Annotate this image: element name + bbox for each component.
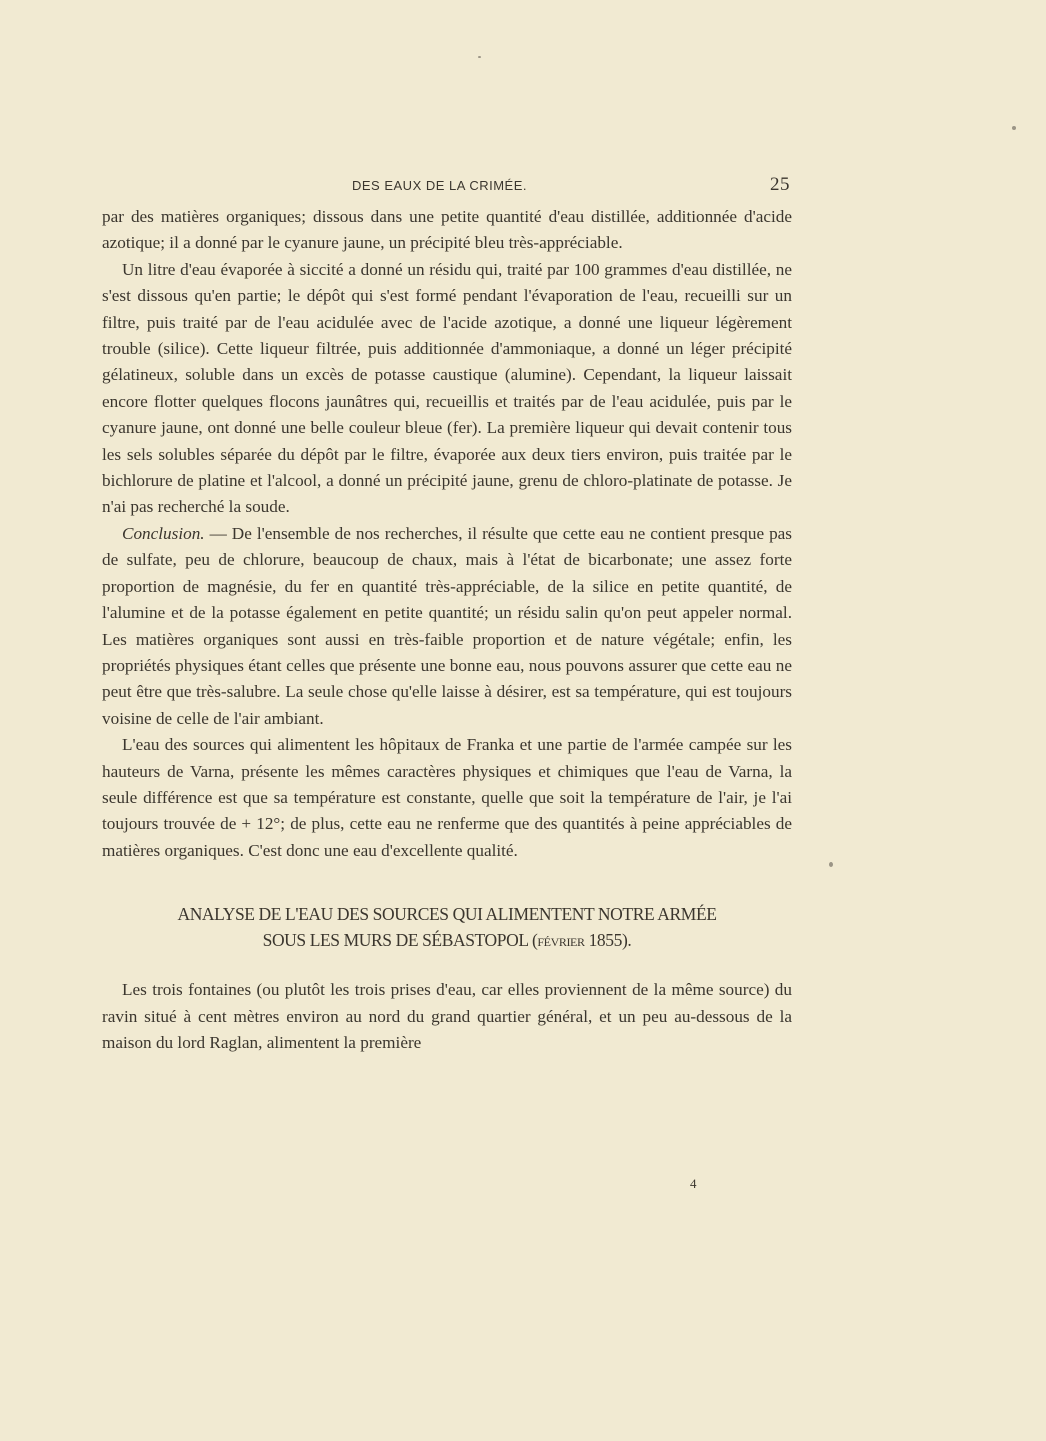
paper-speck xyxy=(1012,126,1016,130)
page-number: 25 xyxy=(770,174,790,195)
conclusion-text: — De l'ensemble de nos recherches, il résulte que cette eau ne contient presque pas de sulfate, peu de chlorure, beaucoup de chaux, mais à l'état de bicarbonate; une assez forte proportion de magnésie, du fer en quantité très-appréciable, de la silice en petite quantité, de l'alumine et de la potasse également en petite quantité; un résidu salin qu'on peut appeler normal. Les matières organiques sont aussi en très-faible proportion et de nature végétale; enfin, les propriétés physiques étant celles que présente une bonne eau, nous pouvons assurer que cette eau ne peut être que très-salubre. La seule chose qu'elle laisse à désirer, est sa température, qui est toujours voisine de celle de l'air ambiant. xyxy=(102,523,792,728)
paper-speck xyxy=(829,862,833,867)
section-body xyxy=(102,977,792,1056)
section-heading xyxy=(102,901,792,953)
paragraph-5: Les trois fontaines (ou plutôt les trois prises d'eau, car elles proviennent de la même source) du ravin situé à cent mètres environ au nord du grand quartier général, et un peu au-dessous de la maison du lord Raglan, alimentent la première xyxy=(102,980,792,1052)
section-heading-line-1: ANALYSE DE L'EAU DES SOURCES QUI ALIMENTENT NOTRE ARMÉE xyxy=(177,904,717,925)
section-heading-line-2 xyxy=(102,927,792,953)
paper-speck xyxy=(478,56,481,58)
paragraph-2: Un litre d'eau évaporée à siccité a donné un résidu qui, traité par 100 grammes d'eau distillée, ne s'est dissous qu'en partie; le dépôt qui s'est formé pendant l'évaporation de l'eau, recueilli sur un filtre, puis traité par de l'eau acidulée avec de l'acide azotique, a donné une liqueur légèrement trouble (silice). Cette liqueur filtrée, puis additionnée d'ammoniaque, a donné un léger précipité gélatineux, soluble dans un excès de potasse caustique (alumine). Cependant, la liqueur laissait encore flotter quelques flocons jaunâtres qui, recueillis et traités par de l'eau acidulée, puis par le cyanure jaune, ont donné une belle couleur bleue (fer). La première liqueur qui devait contenir tous les sels solubles séparée du dépôt par le filtre, évaporée aux deux tiers environ, puis traitée par le bichlorure de platine et l'alcool, a donné un précipité jaune, grenu de chloro-platinate de potasse. Je n'ai pas recherché la soude. xyxy=(102,259,792,517)
document-page xyxy=(102,174,792,1191)
running-head xyxy=(102,176,792,198)
running-title: DES EAUX DE LA CRIMÉE. xyxy=(352,178,527,193)
section-heading-line-2-main: SOUS LES MURS DE SÉBASTOPOL ( xyxy=(262,930,538,951)
section-heading-date: février xyxy=(537,930,585,951)
paragraph-conclusion xyxy=(102,521,792,732)
signature-mark: 4 xyxy=(690,1176,697,1191)
section-heading-year: 1855). xyxy=(584,930,632,951)
paragraph-4: L'eau des sources qui alimentent les hôpitaux de Franka et une partie de l'armée campée sur les hauteurs de Varna, présente les mêmes caractères physiques et chimiques que l'eau de Varna, la seule différence est que sa température est constante, quelle que soit la température de l'air, je l'ai toujours trouvée de + 12°; de plus, cette eau ne renferme que des quantités à peine appréciables de matières organiques. C'est donc une eau d'excellente qualité. xyxy=(102,735,792,860)
paragraph-1: par des matières organiques; dissous dans une petite quantité d'eau distillée, additionnée d'acide azotique; il a donné par le cyanure jaune, un précipité bleu très-appréciable. xyxy=(102,207,792,253)
body-text xyxy=(102,204,792,864)
conclusion-label: Conclusion. xyxy=(122,523,205,543)
